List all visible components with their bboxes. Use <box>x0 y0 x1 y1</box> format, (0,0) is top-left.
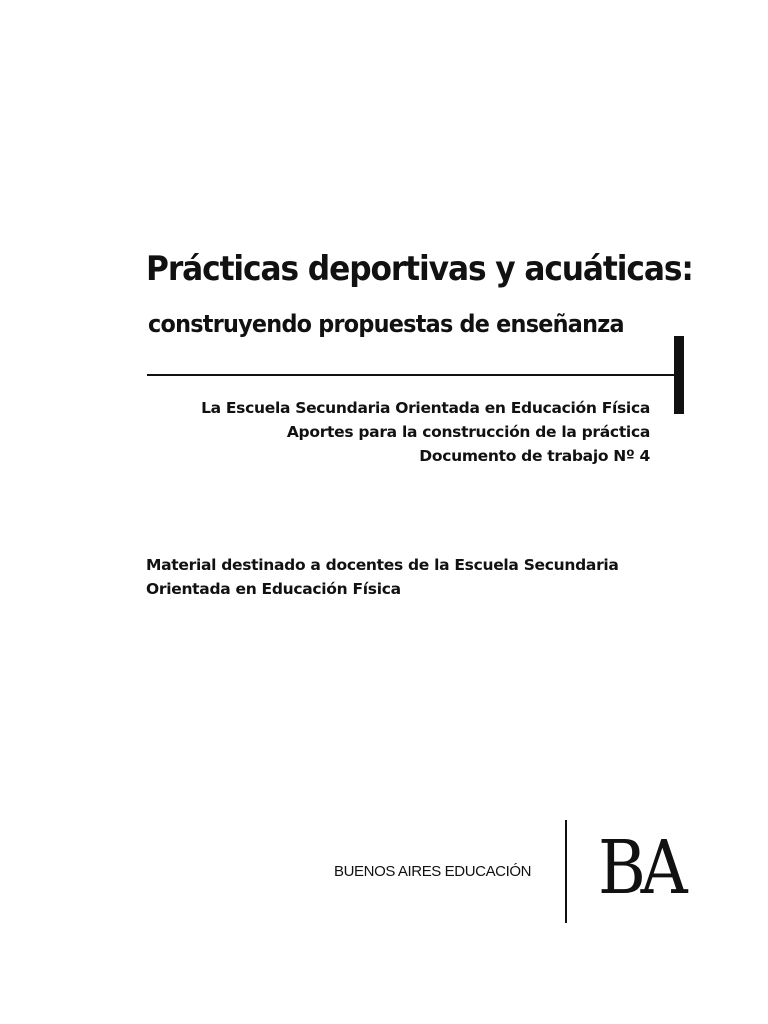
audience-note-line-2: Orientada en Educación Física <box>146 580 401 598</box>
meta-line-contributions: Aportes para la construcción de la práctica <box>286 423 650 441</box>
audience-note-line-1: Material destinado a docentes de la Escuela Secundaria <box>146 556 619 574</box>
document-title: Prácticas deportivas y acuáticas: <box>146 249 693 289</box>
meta-line-document-number: Documento de trabajo Nº 4 <box>419 447 650 465</box>
footer-divider <box>565 820 567 923</box>
audience-note <box>146 553 619 601</box>
title-divider <box>147 374 675 376</box>
accent-bar <box>674 336 684 414</box>
publisher-label: BUENOS AIRES EDUCACIÓN <box>334 863 532 880</box>
document-subtitle: construyendo propuestas de enseñanza <box>148 310 624 338</box>
ba-logo: BA <box>598 825 683 911</box>
document-meta <box>201 396 650 468</box>
meta-line-school: La Escuela Secundaria Orientada en Educación Física <box>201 399 650 417</box>
